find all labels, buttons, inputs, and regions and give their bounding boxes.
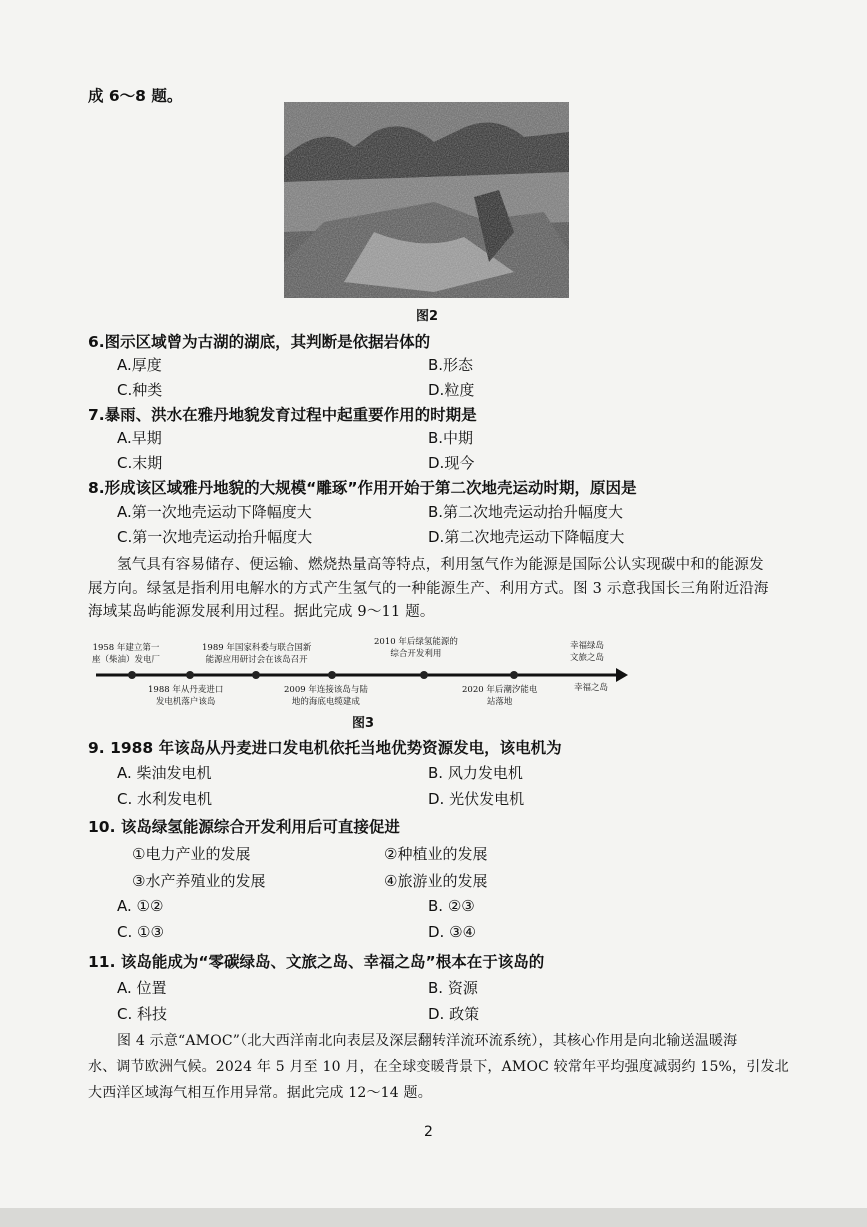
question-7-option-a[interactable]: A.早期 [117, 429, 162, 447]
timeline-event-1989: 1989 年国家科委与联合国新 能源应用研讨会在该岛召开 [202, 643, 312, 665]
question-6-option-a[interactable]: A.厚度 [117, 356, 162, 374]
timeline-node-1958 [128, 671, 136, 679]
intro-tail: 成 6～8 题。 [88, 87, 183, 105]
passage-2-line-1: 图 4 示意“AMOC”（北大西洋南北向表层及深层翻转洋流环流系统），其核心作用是向北输送温暖海 [117, 1033, 738, 1049]
question-9-stem: 9. 1988 年该岛从丹麦进口发电机依托当地优势资源发电，该电机为 [88, 739, 562, 757]
question-10-item-1: ①电力产业的发展 [132, 845, 251, 863]
question-6-stem: 6.图示区域曾为古湖的湖底，其判断是依据岩体的 [88, 333, 431, 351]
question-8-option-a[interactable]: A.第一次地壳运动下降幅度大 [117, 503, 312, 521]
timeline-node-2010 [420, 671, 428, 679]
timeline-event-future-top: 幸福绿岛 文旅之岛 [570, 641, 605, 663]
question-7-option-c[interactable]: C.末期 [117, 454, 163, 472]
figure3-caption: 图3 [352, 716, 375, 731]
question-6-option-c[interactable]: C.种类 [117, 381, 163, 399]
timeline-node-2020 [510, 671, 518, 679]
question-9-option-a[interactable]: A. 柴油发电机 [117, 764, 212, 782]
passage-1-line-1: 氢气具有容易储存、便运输、燃烧热量高等特点，利用氢气作为能源是国际公认实现碳中和的能源发 [117, 557, 764, 573]
question-7-option-b[interactable]: B.中期 [428, 429, 474, 447]
question-10-stem: 10. 该岛绿氢能源综合开发利用后可直接促进 [88, 818, 400, 836]
question-7-option-d[interactable]: D.现今 [428, 454, 475, 472]
timeline-event-future-bottom: 幸福之岛 [574, 683, 609, 693]
timeline-event-2009: 2009 年连接该岛与陆 地的海底电缆建成 [284, 685, 368, 707]
question-10-option-b[interactable]: B. ②③ [428, 897, 475, 915]
question-10-item-4: ④旅游业的发展 [384, 872, 488, 890]
question-10-option-c[interactable]: C. ①③ [117, 923, 164, 941]
question-8-option-c[interactable]: C.第一次地壳运动抬升幅度大 [117, 528, 313, 546]
question-8-option-d[interactable]: D.第二次地壳运动下降幅度大 [428, 528, 625, 546]
yardang-photo [284, 102, 569, 298]
scan-edge [0, 1208, 867, 1227]
timeline-event-2010: 2010 年后绿氢能源的 综合开发利用 [374, 637, 458, 659]
passage-1-line-2: 展方向。绿氢是指利用电解水的方式产生氢气的一种能源生产、利用方式。图 3 示意我国长三角附近沿海 [88, 581, 769, 597]
passage-2-line-3: 大西洋区域海气相互作用异常。据此完成 12～14 题。 [88, 1085, 432, 1101]
question-11-stem: 11. 该岛能成为“零碳绿岛、文旅之岛、幸福之岛”根本在于该岛的 [88, 953, 545, 971]
question-9-option-d[interactable]: D. 光伏发电机 [428, 790, 525, 808]
question-11-option-b[interactable]: B. 资源 [428, 979, 478, 997]
timeline-node-1989 [252, 671, 260, 679]
timeline-event-1988: 1988 年从丹麦进口 发电机落户该岛 [148, 685, 224, 707]
timeline-node-2009 [328, 671, 336, 679]
timeline-node-1988 [186, 671, 194, 679]
question-10-item-3: ③水产养殖业的发展 [132, 872, 266, 890]
passage-2-line-2: 水、调节欧洲气候。2024 年 5 月至 10 月，在全球变暖背景下，AMOC 较常年平均强度减弱约 15%，引发北 [88, 1059, 789, 1075]
energy-timeline [88, 636, 638, 716]
question-6-option-b[interactable]: B.形态 [428, 356, 474, 374]
figure2-caption: 图2 [416, 309, 439, 324]
question-11-option-d[interactable]: D. 政策 [428, 1005, 480, 1023]
question-8-stem: 8.形成该区域雅丹地貌的大规模“雕琢”作用开始于第二次地壳运动时期，原因是 [88, 479, 637, 497]
question-11-option-c[interactable]: C. 科技 [117, 1005, 168, 1023]
question-10-option-d[interactable]: D. ③④ [428, 923, 476, 941]
question-10-option-a[interactable]: A. ①② [117, 897, 164, 915]
timeline-event-1958: 1958 年建立第一 座（柴油）发电厂 [92, 643, 161, 665]
question-7-stem: 7.暴雨、洪水在雅丹地貌发育过程中起重要作用的时期是 [88, 406, 477, 424]
question-11-option-a[interactable]: A. 位置 [117, 979, 167, 997]
question-9-option-c[interactable]: C. 水利发电机 [117, 790, 213, 808]
question-9-option-b[interactable]: B. 风力发电机 [428, 764, 523, 782]
question-6-option-d[interactable]: D.粒度 [428, 381, 475, 399]
timeline-event-2020: 2020 年后潮汐能电 站落地 [462, 685, 538, 707]
question-10-item-2: ②种植业的发展 [384, 845, 488, 863]
passage-1-line-3: 海域某岛屿能源发展利用过程。据此完成 9～11 题。 [88, 604, 435, 620]
page-number: 2 [424, 1124, 433, 1140]
question-8-option-b[interactable]: B.第二次地壳运动抬升幅度大 [428, 503, 624, 521]
